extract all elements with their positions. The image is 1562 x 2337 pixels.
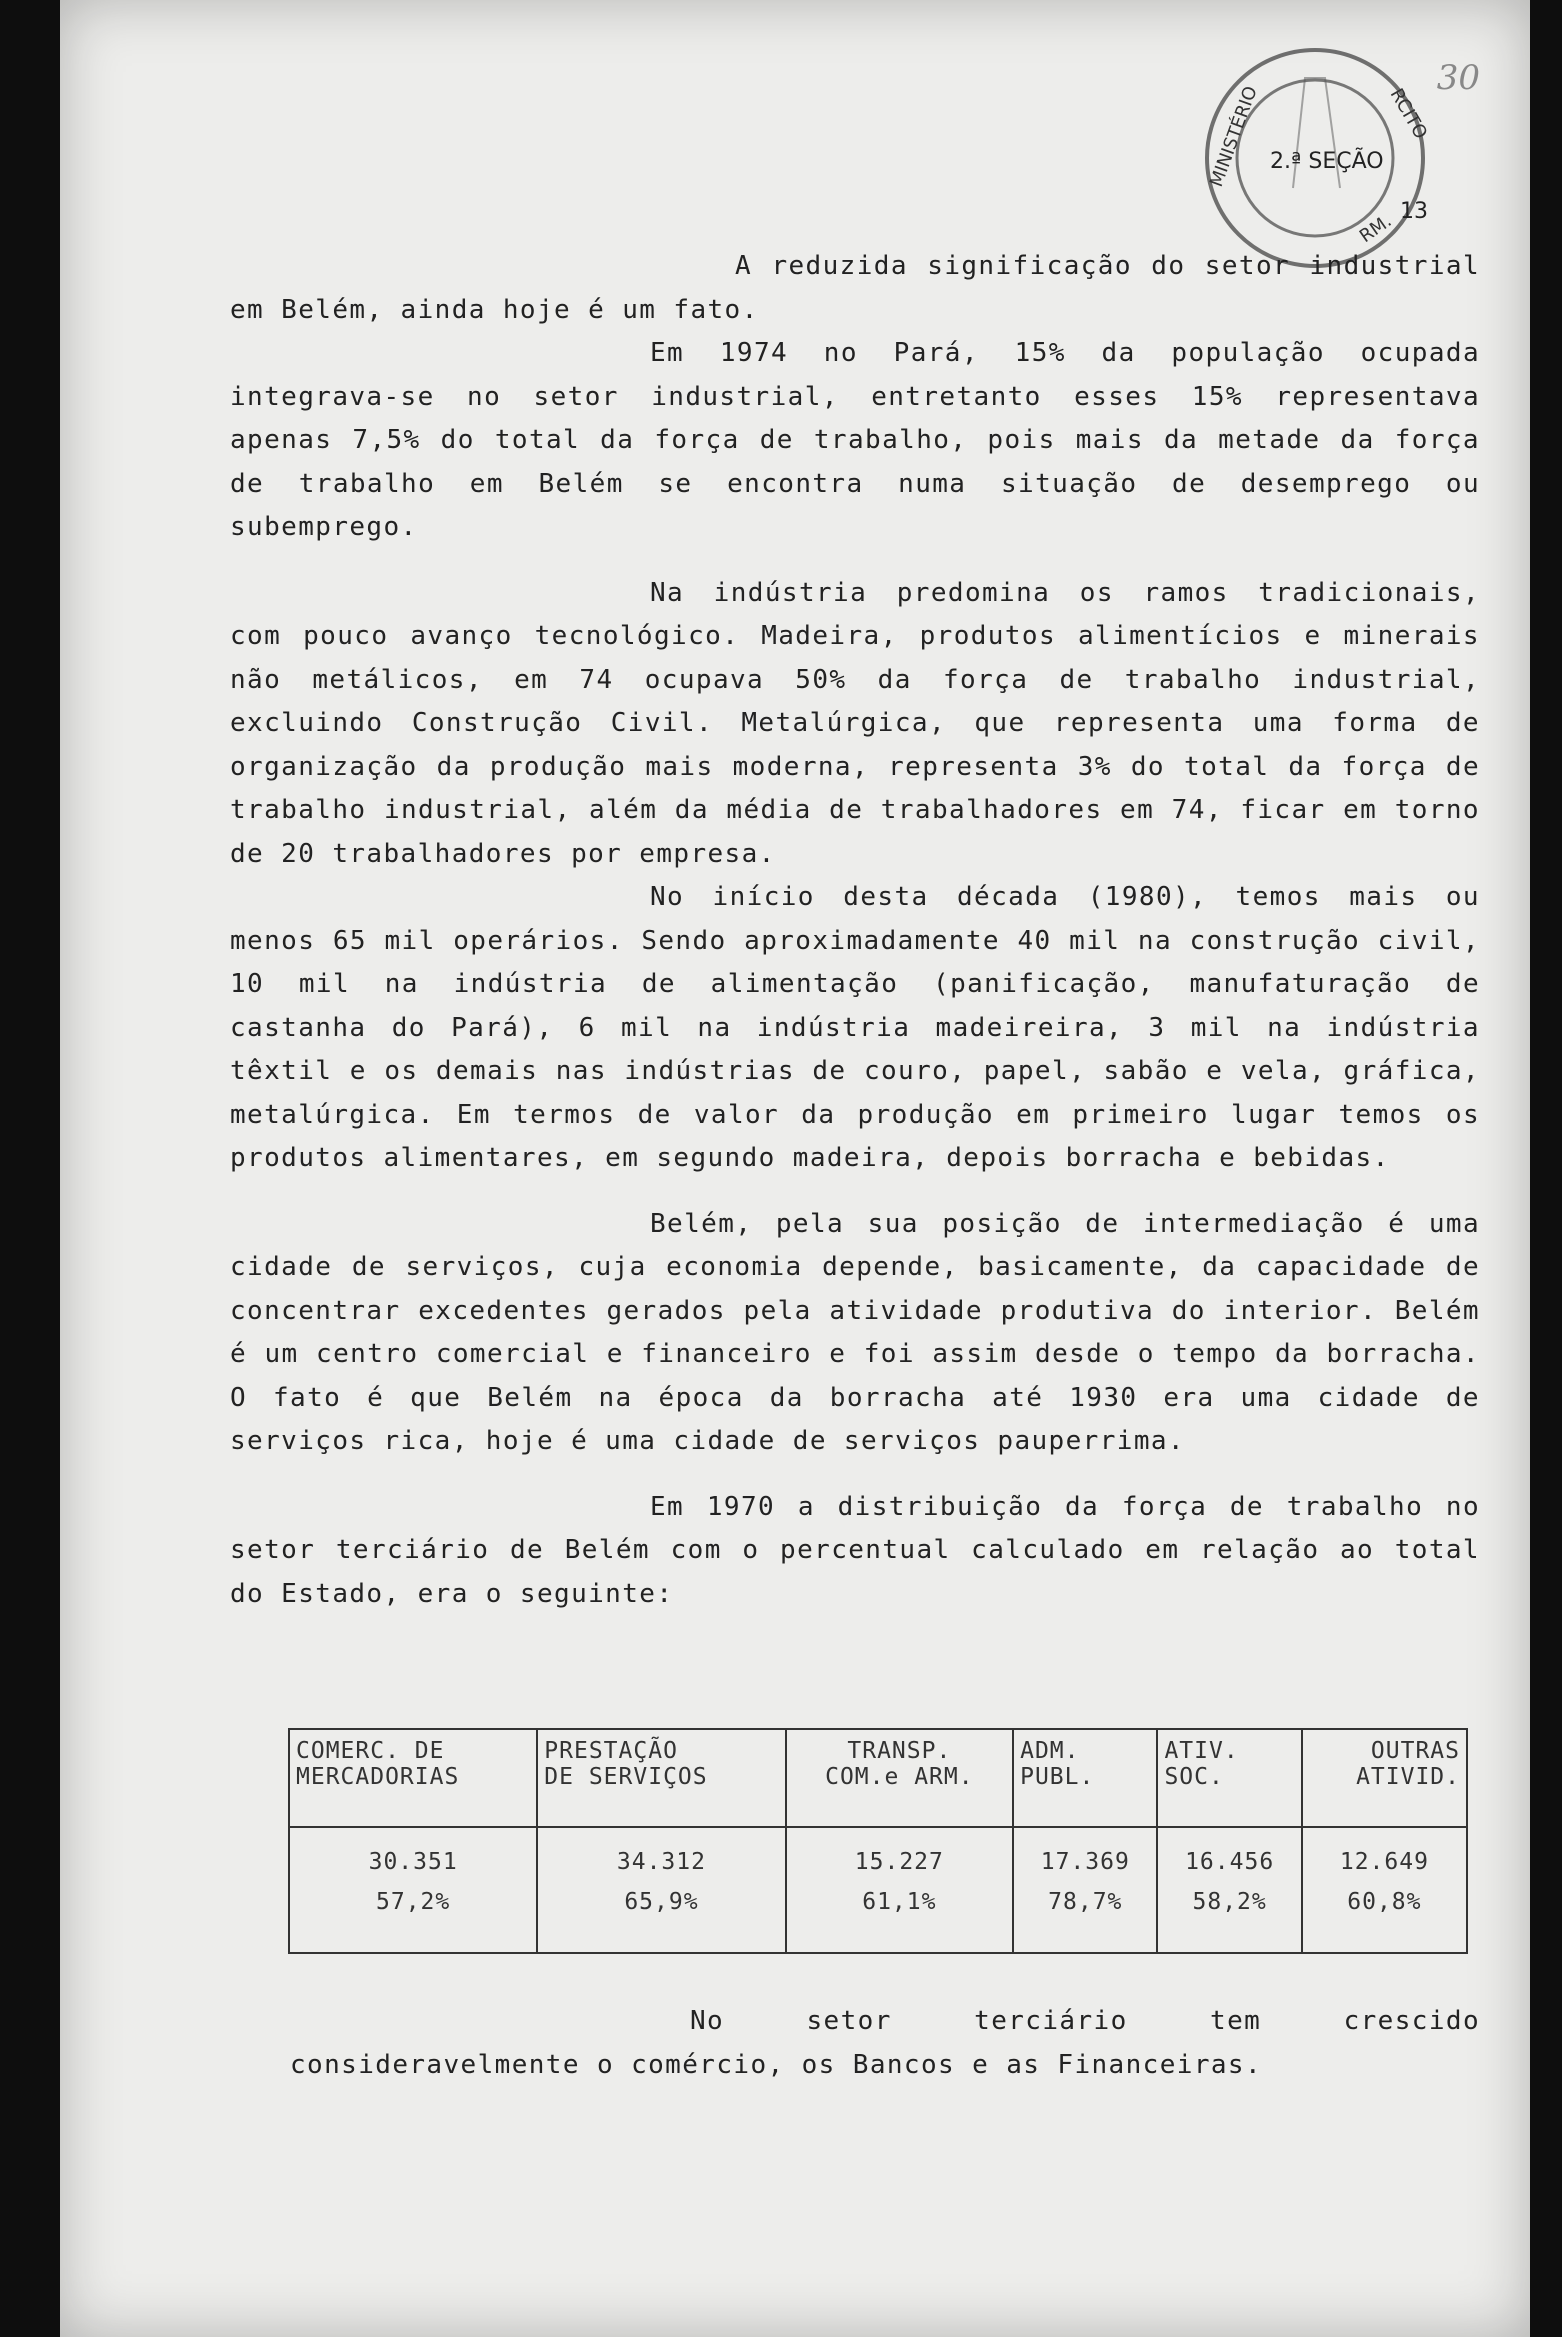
table-row bbox=[289, 1827, 1467, 1953]
table-header-row bbox=[289, 1729, 1467, 1827]
svg-text:RCITO: RCITO bbox=[1385, 85, 1432, 143]
table-header-cell: ADM. PUBL. bbox=[1013, 1729, 1157, 1827]
body-text bbox=[230, 245, 1480, 1616]
table-cell: 34.312 65,9% bbox=[537, 1827, 785, 1953]
table-header-cell: PRESTAÇÃO DE SERVIÇOS bbox=[537, 1729, 785, 1827]
svg-text:RM.: RM. bbox=[1355, 210, 1396, 248]
svg-text:13: 13 bbox=[1400, 199, 1428, 224]
paragraph-4: No início desta década (1980), temos mais ou menos 65 mil operários. Sendo aproximadamente 40 mil na construção civil, 10 mil na indústria de alimentação (panificação, manufaturação de castanha do Pará), 6 mil na indústria madeireira, 3 mil na indústria têxtil e os demais nas indústrias de couro, papel, sabão e vela, gráfica, metalúrgica. Em termos de valor da produção em primeiro lugar temos os produtos alimentares, em segundo madeira, depois borracha e bebidas. bbox=[230, 882, 1480, 1173]
svg-text:2.ª SEÇÃO: 2.ª SEÇÃO bbox=[1270, 149, 1384, 174]
table-header-cell: TRANSP. COM.e ARM. bbox=[786, 1729, 1014, 1827]
table-header-cell: COMERC. DE MERCADORIAS bbox=[289, 1729, 537, 1827]
paragraph-1: A reduzida significação do setor industrial em Belém, ainda hoje é um fato. bbox=[230, 251, 1480, 325]
paragraph-3: Na indústria predomina os ramos tradicionais, com pouco avanço tecnológico. Madeira, produtos alimentícios e minerais não metálicos, em 74 ocupava 50% da força de trabalho industrial, excluindo Construção Civil. Metalúrgica, que representa uma forma de organização da produção mais moderna, representa 3% do total da força de trabalho industrial, além da média de trabalhadores em 74, ficar em torno de 20 trabalhadores por empresa. bbox=[230, 577, 1480, 869]
labor-distribution-table bbox=[288, 1728, 1468, 1954]
table-cell: 12.649 60,8% bbox=[1302, 1827, 1467, 1953]
table-cell: 15.227 61,1% bbox=[786, 1827, 1014, 1953]
table-header-cell: OUTRAS ATIVID. bbox=[1302, 1729, 1467, 1827]
table-header-cell: ATIV. SOC. bbox=[1157, 1729, 1301, 1827]
page-number: 30 bbox=[1436, 58, 1480, 98]
paragraph-5: Belém, pela sua posição de intermediação é uma cidade de serviços, cuja economia depende, basicamente, da capacidade de concentrar excedentes gerados pela atividade produtiva do interior. Belém é um centro comercial e financeiro e foi assim desde o tempo da borracha. O fato é que Belém na época da borracha até 1930 era uma cidade de serviços rica, hoje é uma cidade de serviços pauperrima. bbox=[230, 1208, 1480, 1456]
table-cell: 30.351 57,2% bbox=[289, 1827, 537, 1953]
table-cell: 17.369 78,7% bbox=[1013, 1827, 1157, 1953]
paragraph-2: Em 1974 no Pará, 15% da população ocupada integrava-se no setor industrial, entretanto esses 15% representava apenas 7,5% do total da força de trabalho, pois mais da metade da força de trabalho em Belém se encontra numa situação de desemprego ou subemprego. bbox=[230, 338, 1480, 542]
table-cell: 16.456 58,2% bbox=[1157, 1827, 1301, 1953]
document-page bbox=[60, 0, 1530, 2337]
closing-paragraph: No setor terciário tem crescido consideravelmente o comércio, os Bancos e as Financeiras. bbox=[290, 2006, 1480, 2080]
svg-text:MINISTÉRIO: MINISTÉRIO bbox=[1205, 83, 1262, 190]
paragraph-6: Em 1970 a distribuição da força de trabalho no setor terciário de Belém com o percentual calculado em relação ao total do Estado, era o seguinte: bbox=[230, 1491, 1480, 1609]
